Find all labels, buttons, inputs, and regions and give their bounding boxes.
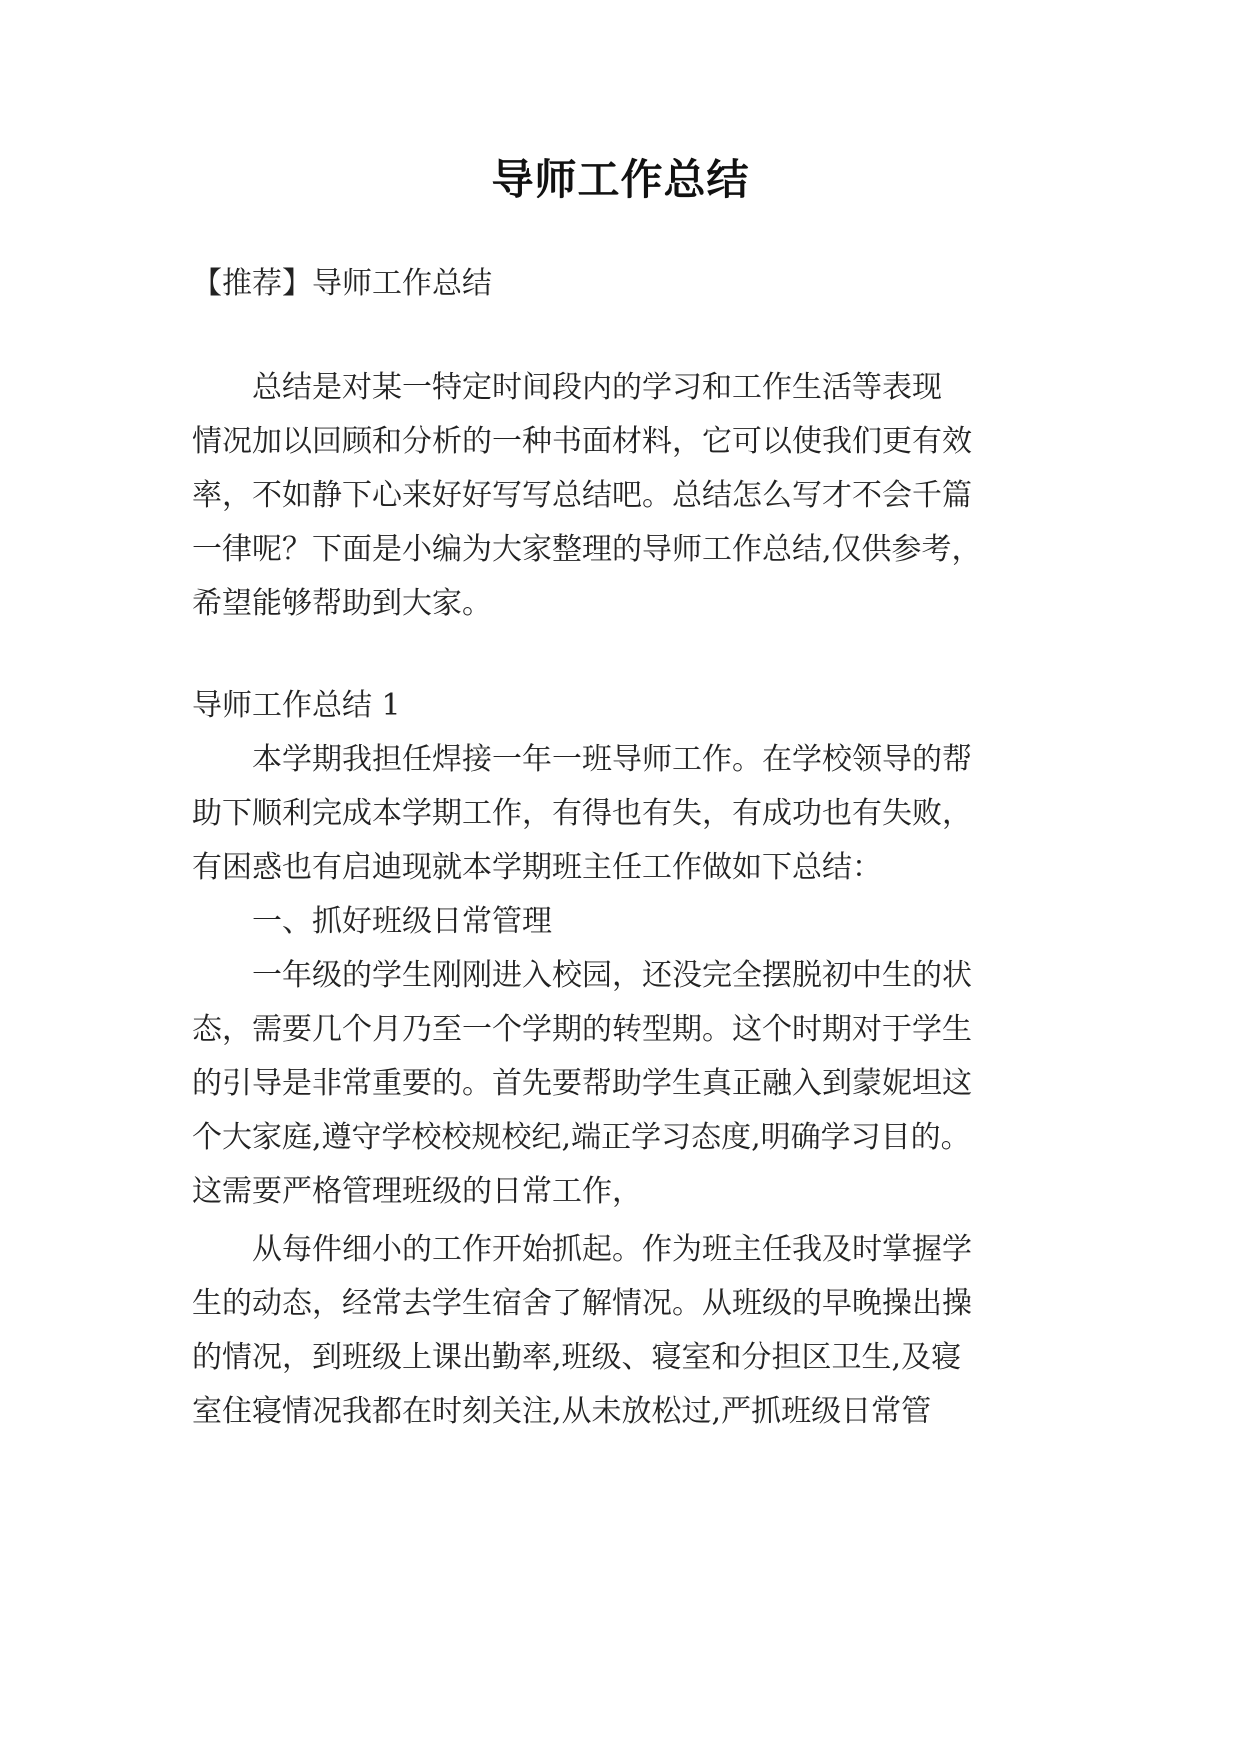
paragraph-line: 的情况，到班级上课出勤率,班级、寝室和分担区卫生,及寝 [192,1340,962,1375]
intro-line: 希望能够帮助到大家。 [192,586,492,621]
paragraph-line: 个大家庭,遵守学校校规校纪,端正学习态度,明确学习目的。 [192,1120,971,1155]
paragraph-line: 有困惑也有启迪现就本学期班主任工作做如下总结： [192,850,882,885]
paragraph-line: 的引导是非常重要的。首先要帮助学生真正融入到蒙妮坦这 [192,1066,972,1101]
paragraph-line: 室住寝情况我都在时刻关注,从未放松过,严抓班级日常管 [192,1394,932,1429]
paragraph-line: 一年级的学生刚刚进入校园，还没完全摆脱初中生的状 [252,958,972,993]
intro-line: 总结是对某一特定时间段内的学习和工作生活等表现 [252,370,942,405]
paragraph-line: 从每件细小的工作开始抓起。作为班主任我及时掌握学 [252,1232,972,1267]
section-heading: 导师工作总结 1 [192,688,401,723]
intro-line: 情况加以回顾和分析的一种书面材料，它可以使我们更有效 [192,424,972,459]
intro-line: 率，不如静下心来好好写写总结吧。总结怎么写才不会千篇 [192,478,972,513]
paragraph-line: 助下顺利完成本学期工作，有得也有失，有成功也有失败， [192,796,972,831]
paragraph-line: 态，需要几个月乃至一个学期的转型期。这个时期对于学生 [192,1012,972,1047]
document-title: 导师工作总结 [491,155,750,204]
intro-line: 一律呢？下面是小编为大家整理的导师工作总结,仅供参考， [192,532,982,567]
recommend-line: 【推荐】导师工作总结 [192,266,492,301]
paragraph-line: 生的动态，经常去学生宿舍了解情况。从班级的早晚操出操 [192,1286,972,1321]
paragraph-line: 这需要严格管理班级的日常工作， [192,1174,642,1209]
paragraph-line: 本学期我担任焊接一年一班导师工作。在学校领导的帮 [252,742,972,777]
subheading: 一、抓好班级日常管理 [252,904,552,939]
